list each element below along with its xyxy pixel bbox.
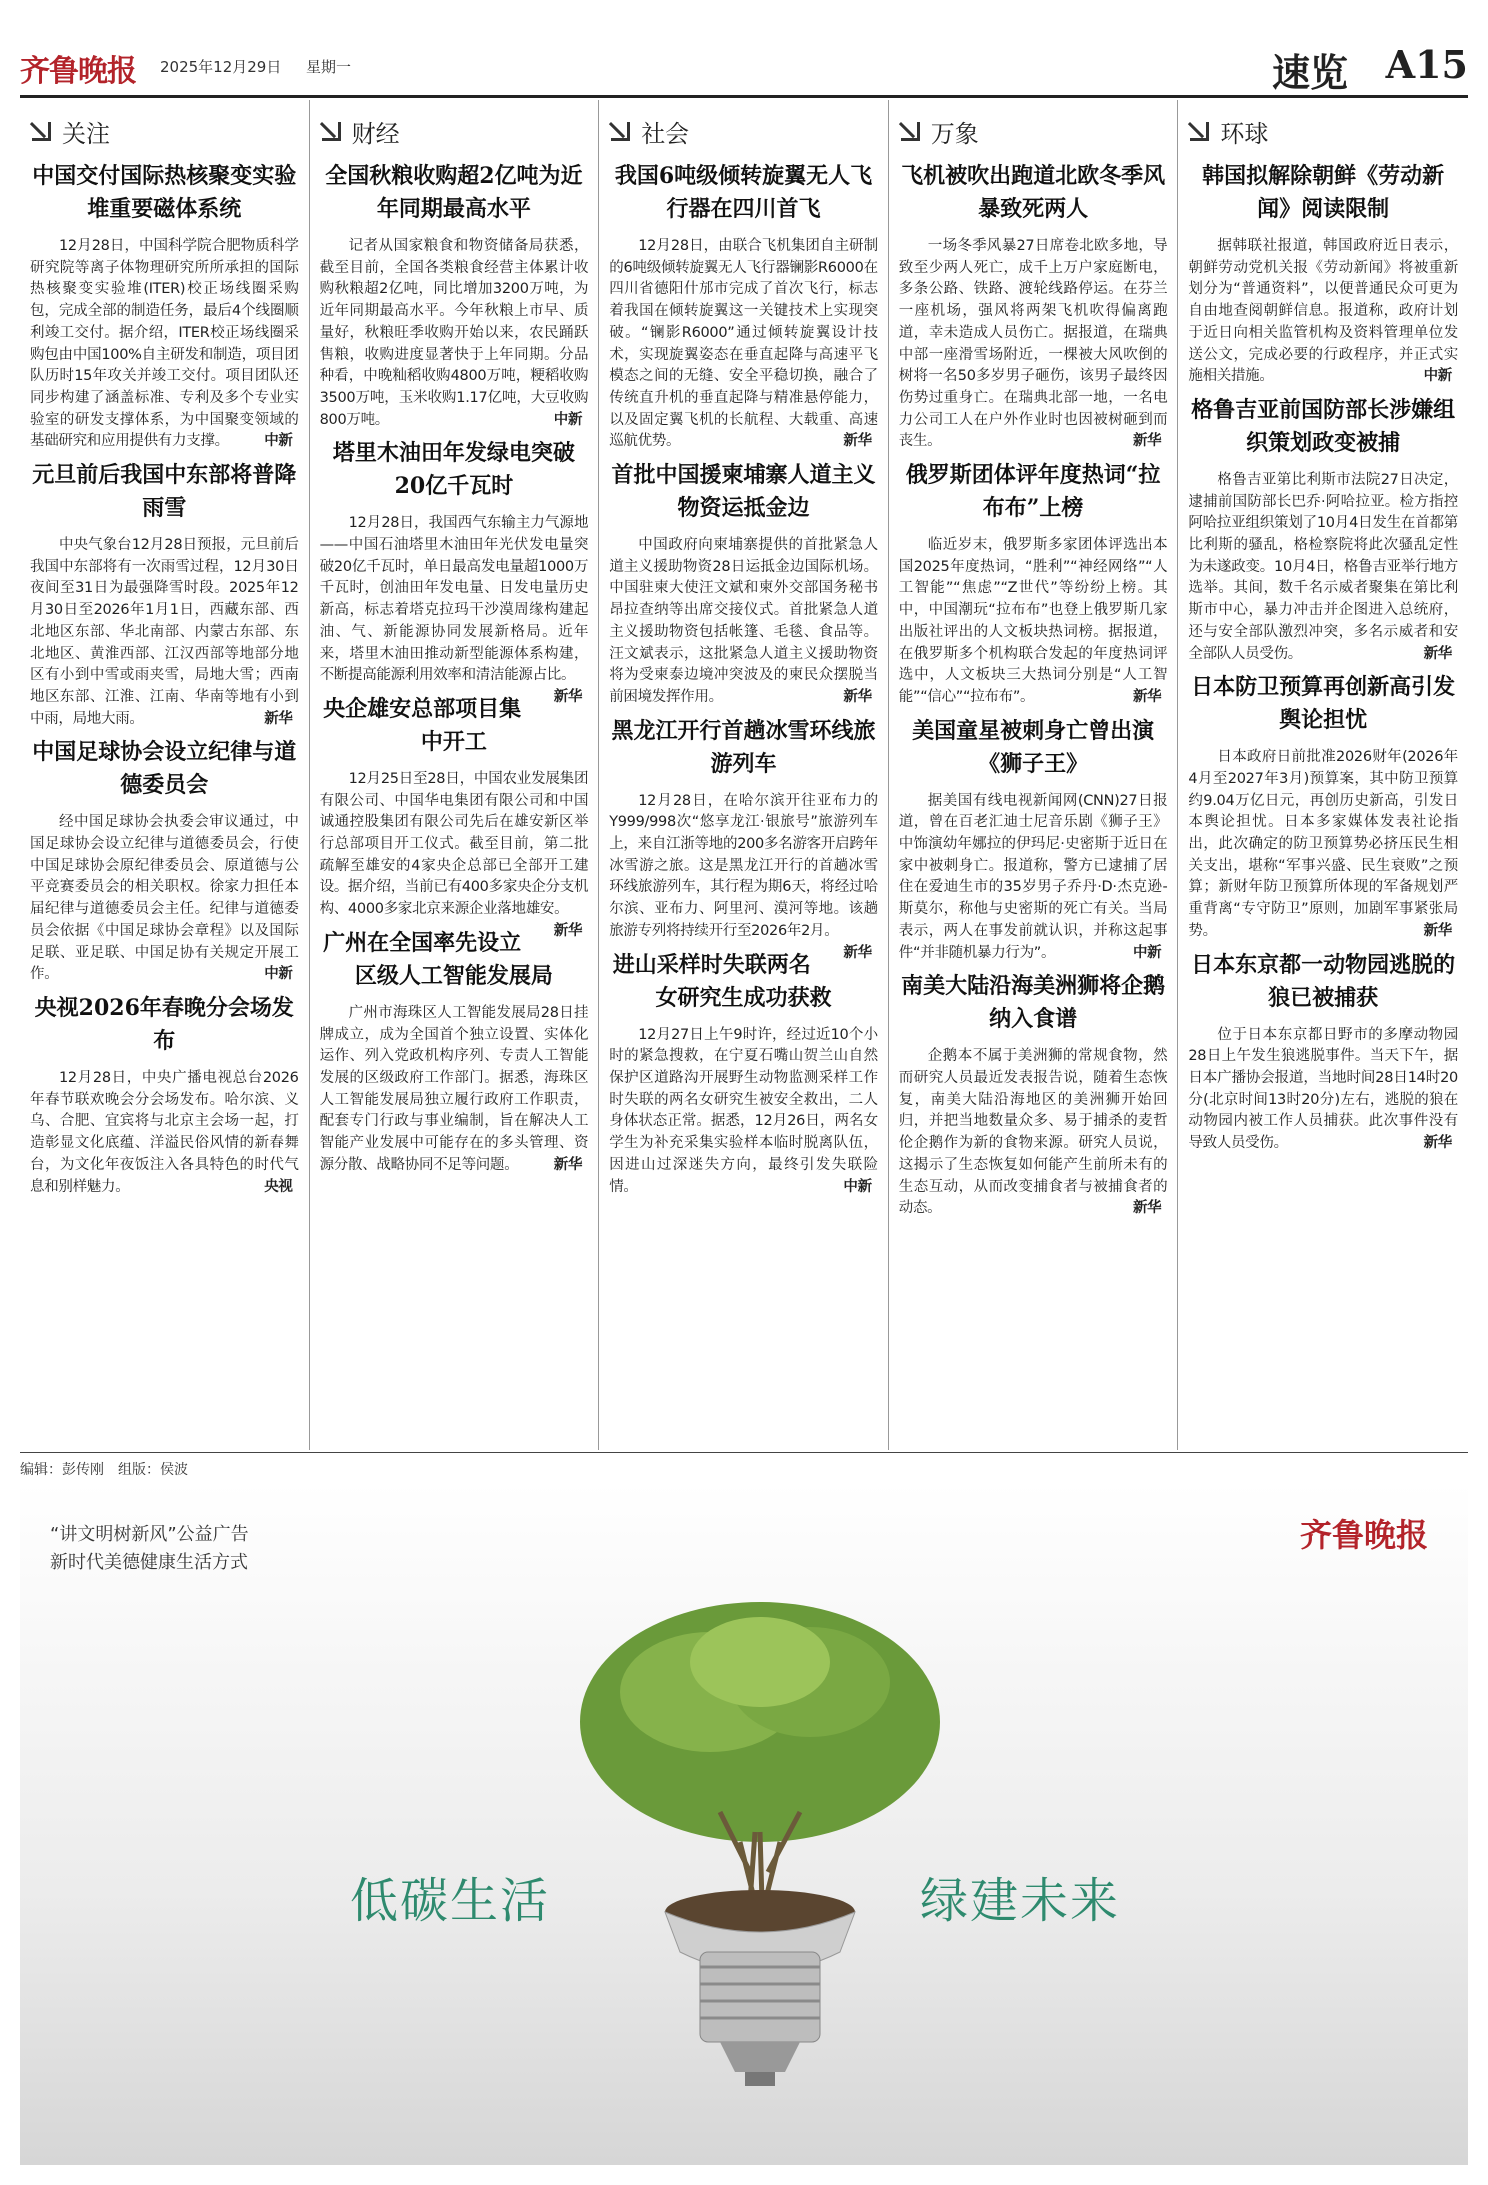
article[interactable] <box>609 715 878 961</box>
article-source: 新华 <box>1132 433 1162 450</box>
ad-slogan-right: 绿建未来 <box>920 1873 1121 1929</box>
article-source: 新华 <box>843 944 872 961</box>
arrow-corner-icon <box>320 120 344 142</box>
article[interactable] <box>1188 160 1458 388</box>
column-header <box>609 108 878 154</box>
public-service-ad <box>20 1482 1468 2165</box>
article-body: 日本政府日前批准2026财年(2026年4月至2027年3月)预算案，其中防卫预算约9.04万亿日元，再创历史新高，引发日本舆论担忧。日本多家媒体发表社论指出，此次确定的防卫预算势必挤压民生相关支出，堪称“军事兴盛、民生衰败”之预算；新财年防卫预算所体现的军备规划严重背离“专守防卫”原则，加剧军事紧张局势。 新华 <box>1188 747 1458 942</box>
article[interactable] <box>1188 394 1458 665</box>
article[interactable] <box>899 160 1168 453</box>
tree-in-light-bulb-icon <box>550 1572 970 2152</box>
arrow-corner-icon <box>609 120 633 142</box>
article-source: 中新 <box>264 966 293 983</box>
ad-slogan-left: 低碳生活 <box>350 1873 551 1929</box>
section-title: 速览 <box>1271 50 1348 95</box>
ad-newspaper-logo: 齐鲁晚报 <box>1299 1516 1428 1554</box>
article-body: 12月28日，在哈尔滨开往亚布力的Y999/998次“悠享龙江·银旅号”旅游列车上，来自江浙等地的200多名游客开启跨年冰雪游之旅。这是黑龙江开行的首趟冰雪环线旅游列车，其行程为期6天，将经过哈尔滨、亚布力、阿里河、漠河等地。该趟旅游专列将持续开行至2026年2月。 新华 <box>609 791 878 943</box>
column-guanzhu <box>20 100 310 1450</box>
article-source: 新华 <box>1132 1200 1162 1217</box>
article-headline[interactable]: 格鲁吉亚前国防部长涉嫌组织策划政变被捕 <box>1191 396 1456 456</box>
article-headline[interactable]: 中国交付国际热核聚变实验堆重要磁体系统 <box>32 163 297 222</box>
article-source: 中新 <box>1132 944 1162 961</box>
article-headline[interactable]: 首批中国援柬埔寨人道主义物资运抵金边 <box>611 462 876 522</box>
issue-date: 2025年12月29日 <box>160 58 282 76</box>
masthead <box>20 40 1468 98</box>
article-headline[interactable]: 南美大陆沿海美洲狮将企鹅纳入食谱 <box>901 973 1166 1033</box>
article-body: 广州市海珠区人工智能发展局28日挂牌成立，成为全国首个独立设置、实体化运作、列入党政机构序列、专责人工智能发展的区级政府工作部门。据悉，海珠区人工智能发展局独立履行政府工作职责，配套专门行政与事业编制，旨在解决人工智能产业发展中可能存在的多头管理、资源分散、战略协同不足等问题。 新华 <box>320 1003 589 1177</box>
article-source: 新华 <box>264 710 293 727</box>
article-source: 中新 <box>264 433 293 450</box>
article-source: 新华 <box>1423 1135 1452 1152</box>
article-source: 新华 <box>553 1156 583 1173</box>
article-headline[interactable]: 广州在全国率先设立区级人工智能发展局 <box>323 929 553 989</box>
article-body: 12月28日，我国西气东输主力气源地——中国石油塔里木油田年光伏发电量突破20亿千瓦时，单日最高发电量超1000万千瓦时，创油田年发电量、日发电量历史新高，标志着塔克拉玛干沙漠周缘构建起油、气、新能源协同发展新格局。近年来，塔里木油田推动新型能源体系构建，不断提高能源利用效率和清洁能源占比。 新华 <box>320 513 589 687</box>
ad-campaign-subtitle: 新时代美德健康生活方式 <box>50 1552 248 1573</box>
article-body: 据美国有线电视新闻网(CNN)27日报道，曾在百老汇迪士尼音乐剧《狮子王》中饰演幼年娜拉的伊玛尼·史密斯于近日在家中被刺身亡。报道称，警方已逮捕了居住在爱迪生市的35岁男子乔丹·D·杰克逊-斯莫尔，称他与史密斯的死亡有关。当局表示，两人在事发前就认识，并称这起事件“并非随机暴力行为”。 中新 <box>899 791 1168 965</box>
article-headline[interactable]: 我国6吨级倾转旋翼无人飞行器在四川首飞 <box>614 163 873 222</box>
column-title: 关注 <box>62 119 110 148</box>
article-body: 12月28日，由联合飞机集团自主研制的6吨级倾转旋翼无人飞行器镧影R6000在四川省德阳什邡市完成了首次飞行，标志着我国在倾转旋翼这一关键技术上实现突破。“镧影R6000”通过倾转旋翼设计技术，实现旋翼姿态在垂直起降与高速平飞模态之间的无缝、安全平稳切换，融合了传统直升机的垂直起降与精准悬停能力，以及固定翼飞机的长航程、大载重、高速巡航优势。 新华 <box>609 236 878 453</box>
news-columns <box>20 100 1468 1450</box>
column-title: 环球 <box>1220 119 1269 148</box>
article[interactable] <box>320 927 589 1177</box>
article[interactable] <box>319 693 589 939</box>
article-headline[interactable]: 央企雄安总部项目集中开工 <box>323 695 522 755</box>
article-source: 央视 <box>264 1178 293 1195</box>
editor-credit: 编辑：彭传刚 组版：侯波 <box>20 1452 1468 1478</box>
article[interactable] <box>30 992 299 1198</box>
article-body: 临近岁末，俄罗斯多家团体评选出本国2025年度热词，“胜利”“神经网络”“人工智能”“焦虑”“Z世代”等纷纷上榜。其中，中国潮玩“拉布布”也登上俄罗斯几家出版社评出的人文板块热词榜。据报道，在俄罗斯多个机构联合发起的年度热词评选中，人文板块三大热词分别是“人工智能”“信心”“拉布布”。 新华 <box>899 535 1168 709</box>
article-source: 新华 <box>553 922 583 939</box>
article-source: 中新 <box>843 1178 872 1195</box>
article-headline[interactable]: 中国足球协会设立纪律与道德委员会 <box>32 739 297 799</box>
article-headline[interactable]: 央视2026年春晚分会场发布 <box>34 994 294 1054</box>
article-source: 新华 <box>553 688 583 705</box>
column-header <box>899 108 1168 154</box>
article-headline[interactable]: 飞机被吹出跑道北欧冬季风暴致死两人 <box>901 163 1166 222</box>
article-headline[interactable]: 美国童星被刺身亡曾出演《狮子王》 <box>912 717 1155 777</box>
article[interactable] <box>30 459 299 730</box>
article[interactable] <box>899 459 1168 709</box>
article-body: 12月27日上午9时许，经过近10个小时的紧急搜救，在宁夏石嘴山贺兰山自然保护区道路沟开展野生动物监测采样工作时失联的两名女研究生被安全救出，二人身体状态正常。据悉，12月26日，两名女学生为补充采集实验样本临时脱离队伍，因进山过深迷失方向，最终引发失联险情。 中新 <box>609 1025 878 1199</box>
article[interactable] <box>609 160 878 453</box>
article-body: 记者从国家粮食和物资储备局获悉，截至目前，全国各类粮食经营主体累计收购秋粮超2亿吨，同比增加3200万吨，为近年同期最高水平。今年秋粮上市早、质量好，秋粮旺季收购开始以来，农民踊跃售粮，收购进度显著快于上年同期。分品种看，中晚籼稻收购4800万吨，粳稻收购3500万吨，玉米收购1.17亿吨，大豆收购800万吨。 中新 <box>320 236 589 431</box>
article-headline[interactable]: 元旦前后我国中东部将普降雨雪 <box>32 462 297 522</box>
ad-campaign-title: “讲文明树新风”公益广告 <box>50 1524 249 1545</box>
article[interactable] <box>320 160 589 431</box>
article-body: 格鲁吉亚第比利斯市法院27日决定，逮捕前国防部长巴乔·阿哈拉亚。检方指控阿哈拉亚组织策划了10月4日发生在首都第比利斯的骚乱，格检察院将此次骚乱定性为未遂政变。10月4日，格鲁吉亚举行地方选举。其间，数千名示威者聚集在第比利斯市中心，暴力冲击并企图进入总统府，还与安全部队激烈冲突，多名示威者和安全部队人员受伤。 新华 <box>1188 470 1458 665</box>
article-source: 中新 <box>553 411 583 428</box>
article-headline[interactable]: 进山采样时失联两名女研究生成功获救 <box>612 951 832 1011</box>
article[interactable] <box>609 949 878 1199</box>
article-source: 新华 <box>843 433 872 450</box>
article-headline[interactable]: 全国秋粮收购超2亿吨为近年同期最高水平 <box>325 163 583 222</box>
column-wanxiang <box>889 100 1179 1450</box>
column-shehui <box>599 100 889 1450</box>
column-huanqiu <box>1178 100 1468 1450</box>
article[interactable] <box>319 437 589 705</box>
column-caijing <box>310 100 600 1450</box>
article-body: 中国政府向柬埔寨提供的首批紧急人道主义援助物资28日运抵金边国际机场。中国驻柬大使汪文斌和柬外交部国务秘书昂拉查纳等出席交接仪式。首批紧急人道主义援助物资包括帐篷、毛毯、食品等。汪文斌表示，这批紧急人道主义援助物资将为受柬泰边境冲突波及的柬民众摆脱当前困境发挥作用。 新华 <box>609 535 878 709</box>
arrow-corner-icon <box>899 120 923 142</box>
article[interactable] <box>1188 671 1458 942</box>
article-body: 中央气象台12月28日预报，元旦前后我国中东部将有一次雨雪过程，12月30日夜间至31日为最强降雪时段。2025年12月30日至2026年1月1日，西藏东部、西北地区东部、华北南部、内蒙古东部、东北地区、黄淮西部、江汉西部等地部分地区有小到中雪或雨夹雪，局地大雪；西南地区东部、江淮、江南、华南等地有小到中雨，局地大雨。 新华 <box>30 535 299 730</box>
article[interactable] <box>609 459 878 709</box>
article-body: 位于日本东京都日野市的多摩动物园28日上午发生狼逃脱事件。当天下午，据日本广播协会报道，当地时间28日14时20分(北京时间13时20分)左右，逃脱的狼在动物园内被工作人员捕获。此次事件没有导致人员受伤。 新华 <box>1188 1025 1458 1155</box>
issue-weekday: 星期一 <box>306 58 352 76</box>
column-title: 万象 <box>930 119 979 148</box>
article-body: 据韩联社报道，韩国政府近日表示，朝鲜劳动党机关报《劳动新闻》将被重新划分为“普通资料”，以便普通民众可更为自由地查阅朝鲜信息。报道称，政府计划于近日向相关监管机构及资料管理单位发送公文，完成必要的行政程序，并正式实施相关措施。 中新 <box>1188 236 1458 388</box>
column-title: 社会 <box>641 119 690 148</box>
article-source: 新华 <box>1423 922 1452 939</box>
article[interactable] <box>899 715 1168 965</box>
page-number: A15 <box>1385 42 1468 87</box>
column-header <box>1188 108 1458 154</box>
arrow-corner-icon <box>1188 120 1212 142</box>
newspaper-logo: 齐鲁晚报 <box>20 54 136 89</box>
article-headline[interactable]: 俄罗斯团体评年度热词“拉布布”上榜 <box>905 462 1161 522</box>
article-source: 新华 <box>1423 645 1452 662</box>
article-body: 12月28日，中央广播电视总台2026年春节联欢晚会分会场发布。哈尔滨、义乌、合肥、宜宾将与北京主会场一起，打造彰显文化底蕴、洋溢民俗风情的新春舞台，为文化年夜饭注入各具特色的时代气息和别样魅力。 央视 <box>30 1068 299 1198</box>
article-body: 一场冬季风暴27日席卷北欧多地，导致至少两人死亡，成千上万户家庭断电，多条公路、铁路、渡轮线路停运。在芬兰一座机场，强风将两架飞机吹得偏离跑道，幸未造成人员伤亡。据报道，在瑞典中部一座滑雪场附近，一棵被大风吹倒的树将一名50多岁男子砸伤，该男子最终因伤势过重身亡。在瑞典北部一地，一名电力公司工人在户外作业时也因被树砸到而丧生。 新华 <box>899 236 1168 453</box>
article-headline[interactable]: 塔里木油田年发绿电突破20亿千瓦时 <box>332 440 575 500</box>
article-body: 12月25日至28日，中国农业发展集团有限公司、中国华电集团有限公司和中国诚通控股集团有限公司先后在雄安新区举行总部项目开工仪式。截至目前，第二批疏解至雄安的4家央企总部已全部开工建设。据介绍，当前已有400多家央企分支机构、4000多家北京来源企业落地雄安。 新华 <box>320 769 589 921</box>
article[interactable] <box>30 160 299 453</box>
article-source: 中新 <box>1423 368 1452 385</box>
article-source: 新华 <box>1132 688 1162 705</box>
article-body: 经中国足球协会执委会审议通过，中国足球协会设立纪律与道德委员会，行使中国足球协会原纪律委员会、原道德与公平竞赛委员会的相关职权。徐家力担任本届纪律与道德委员会主任。纪律与道德委员会依据《中国足球协会章程》以及国际足联、亚足联、中国足协有关规定开展工作。 中新 <box>30 812 299 986</box>
article[interactable] <box>30 736 299 986</box>
article[interactable] <box>1188 949 1458 1155</box>
article[interactable] <box>899 970 1168 1220</box>
column-title: 财经 <box>351 119 400 148</box>
arrow-corner-icon <box>30 120 54 142</box>
article-body: 12月28日，中国科学院合肥物质科学研究院等离子体物理研究所所承担的国际热核聚变实验堆(ITER)校正场线圈采购包，完成全部的制造任务，最后4个线圈顺利竣工交付。据介绍，ITER校正场线圈采购包由中国100%自主研发和制造，项目团队历时15年攻关并竣工交付。项目团队还同步构建了涵盖标准、专利及多个专业实验室的研发支撑体系，为中国聚变领域的基础研究和应用提供有力支撑。 中新 <box>30 236 299 453</box>
column-header <box>30 108 299 154</box>
column-header <box>320 108 589 154</box>
article-headline[interactable]: 日本防卫预算再创新高引发舆论担忧 <box>1191 674 1456 734</box>
article-headline[interactable]: 韩国拟解除朝鲜《劳动新闻》阅读限制 <box>1202 163 1445 222</box>
article-source: 新华 <box>843 688 872 705</box>
article-headline[interactable]: 黑龙江开行首趟冰雪环线旅游列车 <box>611 717 876 777</box>
article-body: 企鹅本不属于美洲狮的常规食物，然而研究人员最近发表报告说，随着生态恢复，南美大陆沿海地区的美洲狮开始回归，并把当地数量众多、易于捕杀的麦哲伦企鹅作为新的食物来源。研究人员说，这揭示了生态恢复如何能产生前所未有的生态互动，从而改变捕食者与被捕食者的动态。 新华 <box>899 1046 1168 1220</box>
article-headline[interactable]: 日本东京都一动物园逃脱的狼已被捕获 <box>1191 951 1456 1011</box>
